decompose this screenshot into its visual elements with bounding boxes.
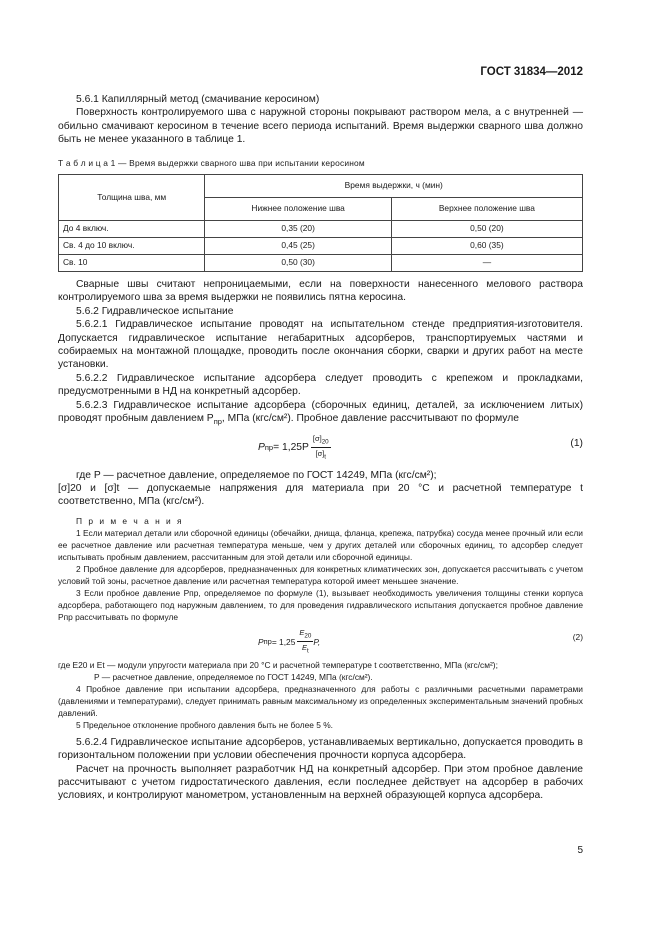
header-thickness: Толщина шва, мм [59, 175, 205, 221]
document-body [58, 93, 583, 803]
cell-lower: 0,45 (25) [205, 238, 391, 255]
cell-upper: 0,60 (35) [391, 238, 582, 255]
section-5-6-2-title: 5.6.2 Гидравлическое испытание [76, 305, 234, 317]
num-text: E [299, 627, 305, 637]
den-sub: t [306, 647, 309, 655]
section-5-6-1-text: Поверхность контролируемого шва с наружной стороны покрывают раствором мела, а с внутренней — обильно смачивают керосином в течение всего периода испытаний. Время выдержки сварного шва должно быть не менее указанного в таблице 1. [58, 107, 583, 146]
section-5-6-1-title: 5.6.1 Капиллярный метод (смачивание керосином) [76, 94, 320, 105]
cell-upper: — [391, 255, 582, 272]
formula-2-body [258, 627, 320, 657]
text-part: 5.6.2.3 Гидравлическое испытание адсорбера (сборочных единиц, деталей, за исключением литых) проводят пробным давлением P [58, 399, 583, 425]
where-2-line-1: где E20 и Et — модули упругости материала при 20 °С и расчетной температуре t соответственно, МПа (кгс/см²); [58, 659, 498, 670]
formula-1 [58, 431, 583, 465]
cell-thickness: До 4 включ. [59, 221, 205, 238]
table-1 [58, 174, 583, 272]
section-5-6-2-2-text: 5.6.2.2 Гидравлическое испытание адсорбера следует проводить с крепежом и прокладками, предусмотренными в НД на конкретный адсорбер. [58, 372, 583, 398]
text-part: , МПа (кгс/см²). Пробное давление рассчитывают по формуле [221, 413, 519, 425]
page-number: 5 [577, 845, 583, 856]
table-row [59, 238, 583, 255]
formula-1-body [258, 433, 331, 463]
formula-1-number: (1) [570, 437, 583, 449]
formula-eq: = 1,25P [273, 441, 309, 453]
table-row [59, 221, 583, 238]
num-text: [σ] [312, 433, 322, 443]
cell-lower: 0,35 (20) [205, 221, 391, 238]
header-lower: Нижнее положение шва [205, 198, 391, 221]
note-2: 2 Пробное давление для адсорберов, предназначенных для конкретных климатических зон, допускается рассчитывать с учетом условий той зоны, расчетное давление или расчетная температура которой имеет меньшее значение. [58, 563, 583, 586]
table-1-caption: Т а б л и ц а 1 — Время выдержки сварного шва при испытании керосином [58, 157, 365, 168]
formula-eq: = 1,25 [271, 636, 296, 647]
note-4: 4 Пробное давление при испытании адсорбера, предназначенного для работы с различными расчетными параметрами (давлениями и температурами), следует принимать равным максимальному из определенных экспериментальным значений пробных давлений. [58, 683, 583, 718]
table-row [59, 255, 583, 272]
formula-lhs: P [258, 636, 264, 647]
section-5-6-2-4-text: 5.6.2.4 Гидравлическое испытание адсорберов, устанавливаемых вертикально, допускается проводить в горизонтальном положении при условии обеспечения прочности корпуса адсорбера. [58, 736, 583, 762]
where-line-1: где P — расчетное давление, определяемое по ГОСТ 14249, МПа (кгс/см²); [76, 469, 437, 481]
den-text: [σ] [315, 449, 325, 459]
num-sub: 20 [321, 438, 329, 446]
formula-fraction [311, 433, 331, 463]
formula-lhs: P [258, 441, 265, 453]
note-3: 3 Если пробное давление Pпр, определяемое по формуле (1), вызывает необходимость увеличения толщины стенки корпуса адсорбера, работающего под наружным давлением, то для проведения гидравлического испытания допускается пробное давление Pпр рассчитывать по формуле [58, 587, 583, 622]
where-line-2: [σ]20 и [σ]t — допускаемые напряжения для материала при 20 °С и расчетной температуре t соответственно, МПа (кгс/см²). [58, 482, 583, 508]
fraction-numerator [297, 627, 313, 643]
subscript: пр [213, 417, 222, 427]
formula-fraction [297, 627, 313, 657]
cell-thickness: Св. 10 [59, 255, 205, 272]
fraction-numerator [311, 433, 331, 449]
cell-lower: 0,50 (30) [205, 255, 391, 272]
header-upper: Верхнее положение шва [391, 198, 582, 221]
section-5-6-2-3-text [58, 399, 583, 429]
cell-thickness: Св. 4 до 10 включ. [59, 238, 205, 255]
standard-code: ГОСТ 31834—2012 [480, 66, 583, 78]
formula-lhs-sub: пр [263, 636, 272, 646]
formula-2 [58, 625, 583, 655]
header-time: Время выдержки, ч (мин) [205, 175, 583, 198]
note-5: 5 Предельное отклонение пробного давления быть не более 5 %. [76, 719, 334, 730]
fraction-denominator [314, 448, 329, 463]
fraction-denominator [300, 642, 311, 657]
notes-heading: П р и м е ч а н и я [76, 515, 184, 526]
section-5-6-2-1-text: 5.6.2.1 Гидравлическое испытание проводят на испытательном стенде предприятия-изготовителя. Допускается гидравлическое испытание негабаритных адсорберов, транспортируемых частями и собираемых на монтажной площадке, проводить после окончания сборки, сварки и других работ на месте установки. [58, 319, 583, 371]
num-sub: 20 [304, 632, 312, 640]
formula-lhs-sub: пр [264, 442, 274, 452]
cell-upper: 0,50 (20) [391, 221, 582, 238]
table-header-row [59, 175, 583, 198]
where-2-line-2: P — расчетное давление, определяемое по ГОСТ 14249, МПа (кгс/см²). [94, 671, 373, 682]
den-text: E [301, 643, 307, 653]
notes-block [58, 515, 583, 731]
after-table-text: Сварные швы считают непроницаемыми, если на поверхности нанесенного мелового раствора контролируемого шва за время выдержки не появились пятна керосина. [58, 279, 583, 304]
formula-2-number: (2) [572, 631, 583, 642]
den-sub: t [324, 453, 327, 461]
section-5-6-2-4-text-2: Расчет на прочность выполняет разработчик НД на конкретный адсорбер. При этом пробное давление рассчитывают с учетом гидростатического давления, если последнее действует на адсорбер в рабочих условиях, и контролируют манометром, установленным на верхней образующей корпуса адсорбера. [58, 763, 583, 802]
formula-tail: P, [313, 636, 321, 647]
note-1: 1 Если материал детали или сборочной единицы (обечайки, днища, фланца, крепежа, патрубка) сосуда менее прочный или если ее расчетное давление или расчетная температура меньше, чем у других деталей или сборочных единиц, то адсорбер следует испытывать пробным давлением, рассчитанным для этой детали или сборочной единицы. [58, 527, 583, 562]
